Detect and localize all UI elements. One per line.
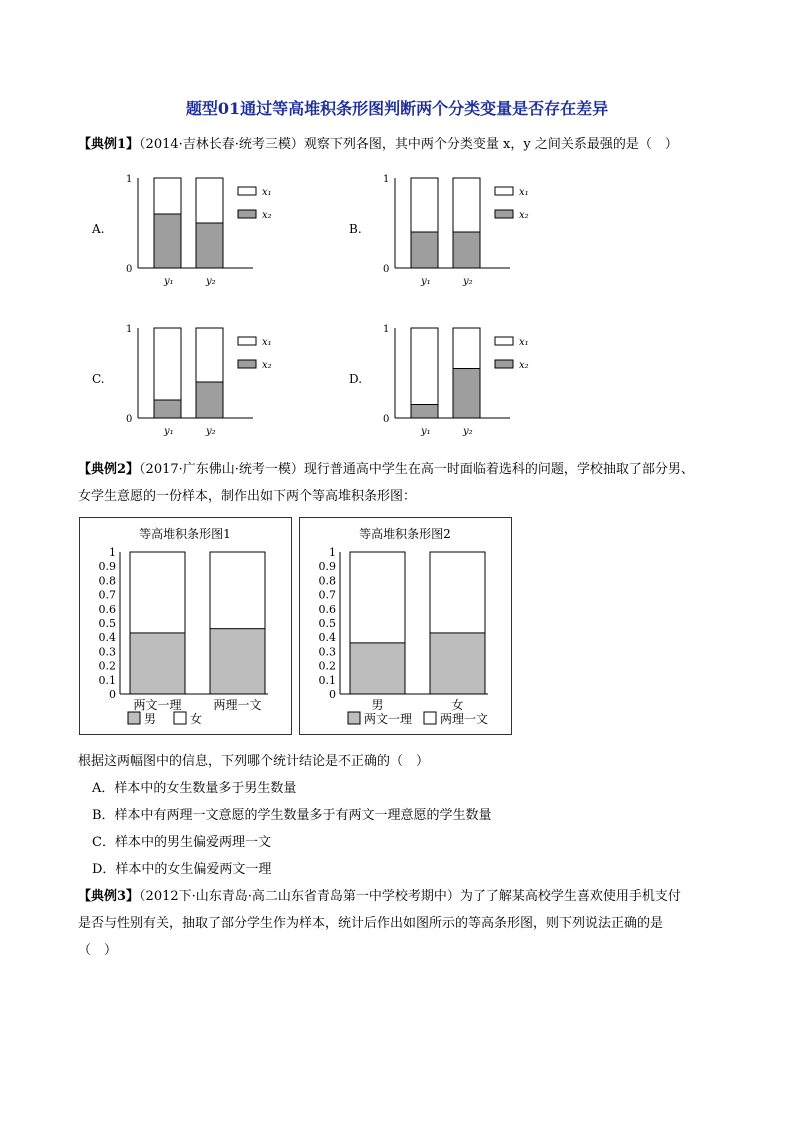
bar-1-bottom [210,629,265,694]
legend-x1-swatch [495,187,513,195]
bar-0-x2 [154,214,181,268]
axis-bottom-label: 0 [126,264,133,275]
example2-tag: 【典例2】 [78,462,140,477]
example3-text1: （2012下·山东青岛·高二山东省青岛第一中学校考期中）为了了解某高校学生喜欢使用手机支付 [139,889,681,904]
y-tick-label: 0.3 [98,645,116,659]
legend-series2-swatch [424,712,436,724]
legend-x1-label: x₁ [519,187,529,198]
example1-chart-svg [88,318,308,438]
axis-bottom-label: 0 [383,264,390,275]
category-label: y₁ [421,426,431,437]
example2-text2: 女学生意愿的一份样本，制作出如下两个等高堆积条形图： [78,489,417,504]
category-label: 女 [451,698,464,712]
example1-text: （2014·吉林长春·统考三模）观察下列各图，其中两个分类变量 x，y 之间关系最强的是（ ） [139,137,678,152]
y-tick-label: 0.2 [98,659,116,673]
y-tick-label: 0.5 [98,617,116,630]
legend-x1-swatch [495,337,513,345]
category-label: 两理一文 [213,698,262,712]
bar-1-bottom [430,633,485,694]
y-tick-label: 0.8 [98,574,116,588]
legend-x2-label: x₂ [519,360,529,371]
example2-option-b: B．样本中有两理一文意愿的学生数量多于有两文一理意愿的学生数量 [92,808,492,823]
legend-x1-label: x₁ [262,337,272,348]
example1-chart-svg [345,318,565,438]
category-label: y₁ [164,426,174,437]
legend-x2-swatch [495,210,513,218]
y-tick-label: 0.8 [318,574,336,588]
bar-0-x2 [154,400,181,418]
y-tick-label: 0.2 [318,659,336,673]
example2-text1: （2017·广东佛山·统考一模）现行普通高中学生在高一时面临着选科的问题，学校抽取了部分男、 [139,462,694,477]
y-tick-label: 0.3 [318,645,336,659]
category-label: y₂ [463,276,473,287]
y-tick-label: 0.1 [318,673,336,687]
legend-x1-swatch [238,337,256,345]
legend-x1-swatch [238,187,256,195]
example1-chart-svg [88,168,308,288]
axis-bottom-label: 0 [383,414,390,425]
bar-1-x2 [196,223,223,268]
bar-0-x2 [411,232,438,268]
example2-option-a: A．样本中的女生数量多于男生数量 [92,781,297,796]
legend-series2-label: 女 [190,712,203,726]
y-tick-label: 1 [329,546,336,559]
legend-x2-swatch [238,210,256,218]
option-label: D. [349,372,363,386]
legend-x2-label: x₂ [262,360,272,371]
y-tick-label: 0.7 [318,588,336,602]
example3-text3: （ ） [78,943,118,958]
y-tick-label: 0.6 [318,602,336,616]
y-tick-label: 0 [329,688,336,701]
category-label: y₂ [206,276,216,287]
category-label: y₁ [164,276,174,287]
example1-option-2 [88,318,308,442]
option-label: B. [349,222,362,236]
y-tick-label: 0.5 [318,617,336,630]
y-tick-label: 0.4 [98,631,116,645]
y-tick-label: 0.6 [98,602,116,616]
legend-series2-swatch [174,712,186,724]
bar-0-bottom [130,633,185,694]
legend-series1-swatch [348,712,360,724]
category-label: y₂ [206,426,216,437]
example2-option-d: D．样本中的女生偏爱两文一理 [92,862,272,877]
bar-1-x2 [453,369,480,419]
bar-1-x2 [196,382,223,418]
option-label: C. [92,372,105,386]
stacked-chart-1 [79,517,292,735]
bar-1-x2 [453,232,480,268]
legend-series1-swatch [128,712,140,724]
axis-top-label: 1 [126,324,133,335]
example1-option-1 [345,168,565,292]
example1-option-0 [88,168,308,292]
chart-title: 等高堆积条形图1 [139,527,231,541]
y-tick-label: 0.7 [98,588,116,602]
legend-x1-label: x₁ [262,187,272,198]
stacked-chart-2 [299,517,512,735]
page-title: 题型01通过等高堆积条形图判断两个分类变量是否存在差异 [185,99,609,118]
example3-question [78,885,681,904]
example2-question-line: 根据这两幅图中的信息，下列哪个统计结论是不正确的（ ） [78,754,430,769]
legend-x1-label: x₁ [519,337,529,348]
y-tick-label: 1 [109,546,116,559]
axis-top-label: 1 [383,324,390,335]
stacked-chart-2-svg [300,518,511,734]
axis-bottom-label: 0 [126,414,133,425]
legend-series1-label: 男 [144,712,157,726]
example1-option-3 [345,318,565,442]
example1-tag: 【典例1】 [78,137,140,152]
bar-0-bottom [350,643,405,694]
legend-series1-label: 两文一理 [364,712,413,726]
y-tick-label: 0.4 [318,631,336,645]
legend-x2-swatch [495,360,513,368]
stacked-chart-1-svg [80,518,291,734]
legend-series2-label: 两理一文 [440,712,489,726]
y-tick-label: 0.9 [318,560,336,574]
example1-chart-svg [345,168,565,288]
y-tick-label: 0.1 [98,673,116,687]
axis-top-label: 1 [126,174,133,185]
axis-top-label: 1 [383,174,390,185]
example2-question [78,458,694,477]
example3-tag: 【典例3】 [78,889,140,904]
chart-title: 等高堆积条形图2 [359,527,451,541]
legend-x2-label: x₂ [262,210,272,221]
option-label: A. [92,222,105,236]
y-tick-label: 0.9 [98,560,116,574]
example1-question [78,133,678,152]
example2-option-c: C．样本中的男生偏爱两理一文 [92,835,271,850]
category-label: 男 [371,698,384,712]
legend-x2-swatch [238,360,256,368]
y-tick-label: 0 [109,688,116,701]
example3-text2: 是否与性别有关，抽取了部分学生作为样本，统计后作出如图所示的等高条形图，则下列说法正确的是 [78,916,664,931]
category-label: y₂ [463,426,473,437]
category-label: 两文一理 [133,698,182,712]
category-label: y₁ [421,276,431,287]
bar-0-x2 [411,405,438,419]
legend-x2-label: x₂ [519,210,529,221]
